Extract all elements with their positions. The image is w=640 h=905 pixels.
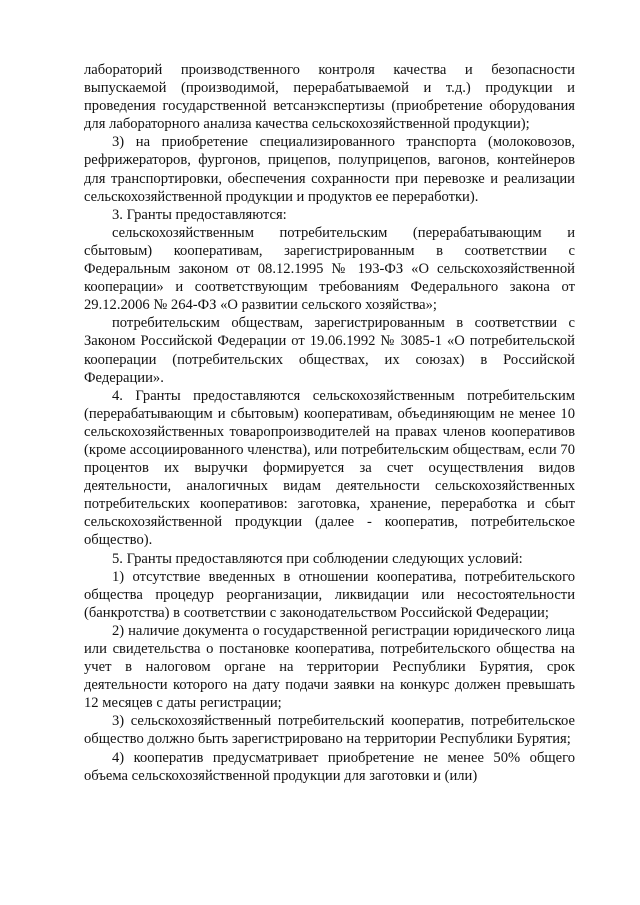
paragraph-laboratory-equipment: лабораторий производственного контроля качества и безопасности выпускаемой (производимой, перерабатываемой и т.д.) продукции и проведения государственной ветсанэкспертизы (приобретение оборудования для лабораторного анализа качества сельскохозяйственной продукции);: [84, 62, 575, 133]
document-body: [84, 61, 575, 785]
paragraph-condition-3: 3) сельскохозяйственный потребительский кооператив, потребительское общество должно быть зарегистрировано на территории Республики Бурятия;: [84, 713, 575, 748]
paragraph-condition-1: 1) отсутствие введенных в отношении кооператива, потребительского общества процедур реорганизации, ликвидации или несостоятельности (банкротства) в соответствии с законодательством Российской Федерации;: [84, 568, 575, 621]
paragraph-condition-4: 4) кооператив предусматривает приобретение не менее 50% общего объема сельскохозяйственной продукции для заготовки и (или): [84, 749, 575, 784]
paragraph-agricultural-cooperatives: сельскохозяйственным потребительским (перерабатывающим и сбытовым) кооперативам, зарегистрированным в соответствии с Федеральным законом от 08.12.1995 № 193-ФЗ «О сельскохозяйственной кооперации» и соответствующим требованиям Федерального закона от 29.12.2006 № 264-ФЗ «О развитии сельского хозяйства»;: [84, 224, 575, 314]
paragraph-section-3-heading: 3. Гранты предоставляются:: [112, 206, 287, 223]
paragraph-condition-2: 2) наличие документа о государственной регистрации юридического лица или свидетельства о постановке кооператива, потребительского общества на учет в налоговом органе на территории Республики Бурятия, срок деятельности которого на дату подачи заявки на конкурс должен превышать 12 месяцев с даты регистрации;: [84, 622, 575, 712]
paragraph-item-3-transport: 3) на приобретение специализированного транспорта (молоковозов, рефрижераторов, фургонов, прицепов, полуприцепов, вагонов, контейнеров для транспортировки, обеспечения сохранности при перевозке и реализации сельскохозяйственной продукции и продуктов ее переработки).: [84, 134, 575, 205]
paragraph-section-4: 4. Гранты предоставляются сельскохозяйственным потребительским (перерабатывающим и сбытовым) кооперативам, объединяющим не менее 10 сельскохозяйственных товаропроизводителей на правах членов кооперативов (кроме ассоциированного членства), или потребительским обществам, если 70 процентов их выручки формируется за счет осуществления видов деятельности, аналогичных видам деятельности сельскохозяйственных потребительских кооперативов: заготовка, хранение, переработка и сбыт сельскохозяйственной продукции (далее - кооператив, потребительское общество).: [84, 387, 575, 549]
paragraph-consumer-societies: потребительским обществам, зарегистрированным в соответствии с Законом Российской Федерации от 19.06.1992 № 3085-1 «О потребительской кооперации (потребительских обществах, их союзах) в Российской Федерации».: [84, 315, 575, 386]
paragraph-section-5-heading: 5. Гранты предоставляются при соблюдении следующих условий:: [112, 550, 523, 567]
